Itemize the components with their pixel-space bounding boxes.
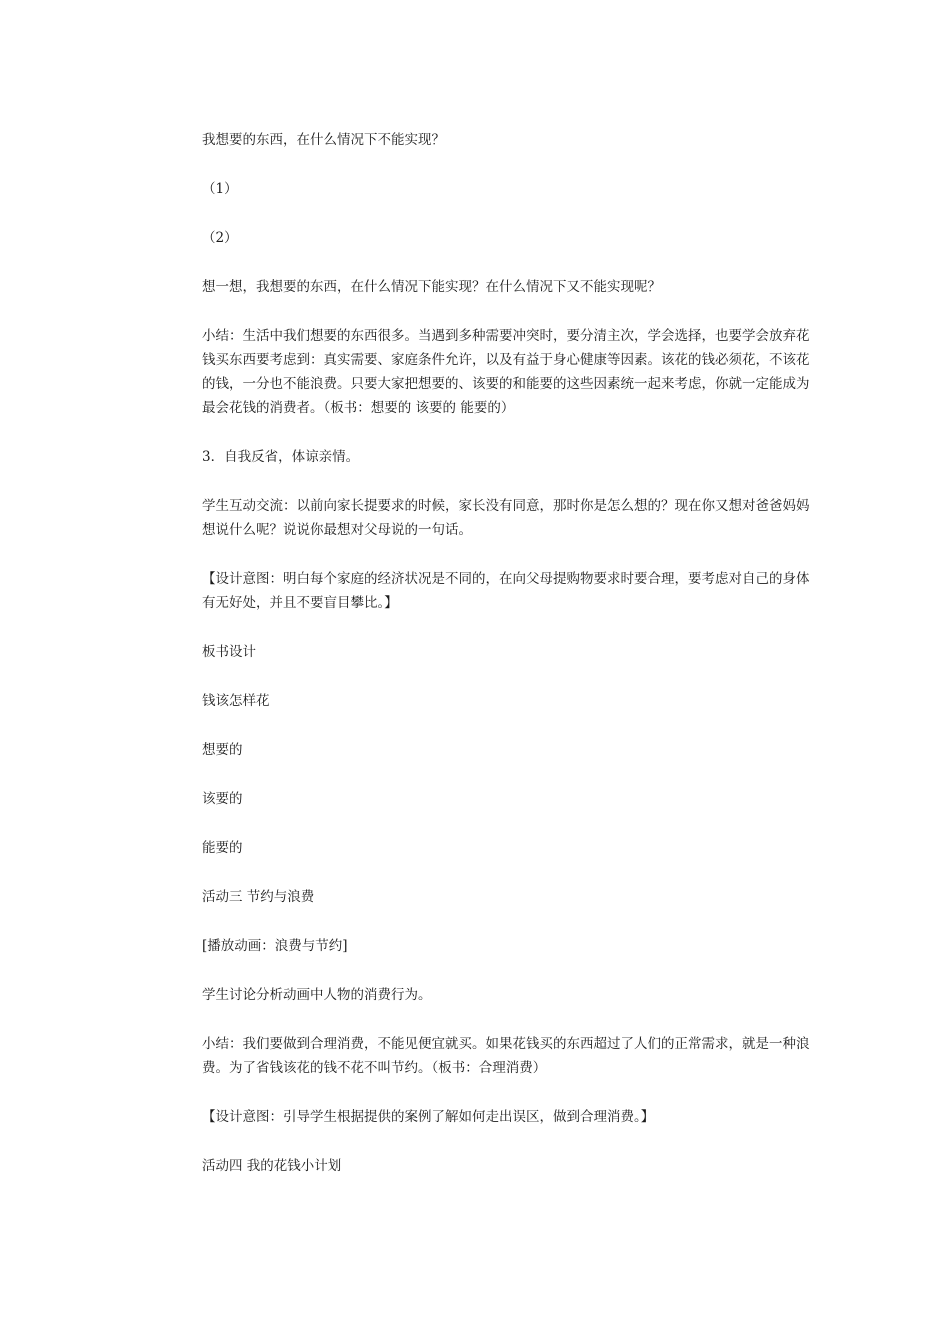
design-intent-two-paragraph: 【设计意图：引导学生根据提供的案例了解如何走出误区，做到合理消费。】 <box>202 1109 655 1125</box>
activity-three-heading: 活动三 节约与浪费 <box>202 889 315 905</box>
question-paragraph: 我想要的东西，在什么情况下不能实现？ <box>202 132 445 148</box>
activity-four-heading: 活动四 我的花钱小计划 <box>202 1158 342 1174</box>
discussion-paragraph: 学生讨论分析动画中人物的消费行为。 <box>202 987 432 1003</box>
board-item-want: 想要的 <box>202 742 243 758</box>
summary-two-paragraph: 小结：我们要做到合理消费，不能见便宜就买。如果花钱买的东西超过了人们的正常需求，就是一种浪费。为了省钱该花的钱不花不叫节约。（板书：合理消费） <box>202 1036 810 1076</box>
board-design-heading: 板书设计 <box>202 644 256 660</box>
animation-note: [播放动画：浪费与节约] <box>202 938 348 954</box>
board-item-can: 能要的 <box>202 840 243 856</box>
item-two: （2） <box>202 230 238 246</box>
summary-paragraph: 小结：生活中我们想要的东西很多。当遇到多种需要冲突时，要分清主次，学会选择，也要学会放弃花钱买东西要考虑到：真实需要、家庭条件允许，以及有益于身心健康等因素。该花的钱必须花，不该花的钱，一分也不能浪费。只要大家把想要的、该要的和能要的这些因素统一起来考虑，你就一定能成为最会花钱的消费者。（板书：想要的 该要的 能要的） <box>202 328 810 416</box>
design-intent-paragraph: 【设计意图：明白每个家庭的经济状况是不同的，在向父母提购物要求时要合理，要考虑对自己的身体有无好处，并且不要盲目攀比。】 <box>202 571 810 611</box>
interaction-paragraph: 学生互动交流：以前向家长提要求的时候，家长没有同意，那时你是怎么想的？现在你又想对爸爸妈妈想说什么呢？说说你最想对父母说的一句话。 <box>202 498 810 538</box>
document-page <box>202 128 810 1178</box>
section-heading-3: 3．自我反省，体谅亲情。 <box>202 449 360 465</box>
board-item-should: 该要的 <box>202 791 243 807</box>
board-title: 钱该怎样花 <box>202 693 270 709</box>
think-paragraph: 想一想，我想要的东西，在什么情况下能实现？在什么情况下又不能实现呢？ <box>202 279 661 295</box>
item-one: （1） <box>202 181 238 197</box>
